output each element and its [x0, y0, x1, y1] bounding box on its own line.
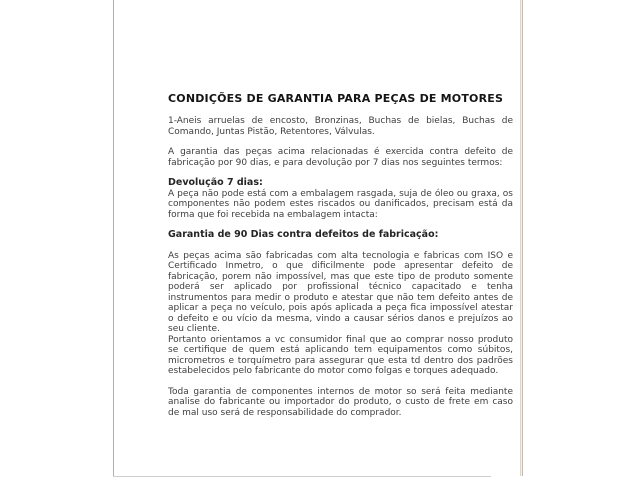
page-right-border — [520, 0, 523, 476]
garantia-90-dias-paragraph-2: Portanto orientamos a vc consumidor final que ao comprar nosso produto se certifique de quem está aplicando tem equipamentos como súbitos, micrometros e torquímetro para assegurar que esta td dentro dos padrões estabelecidos pelo fabricante do motor como folgas e torques adequado. — [168, 334, 513, 376]
parts-list-paragraph: 1-Aneis arruelas de encosto, Bronzinas, Buchas de bielas, Buchas de Comando, Juntas Pistão, Retentores, Válvulas. — [168, 116, 513, 137]
page-left-border — [113, 0, 114, 477]
garantia-90-dias-paragraph-1: As peças acima são fabricadas com alta tecnologia e fabricas com ISO e Certificado Inmetro, o que dificilmente pode apresentar defeito de fabricação, porem não impossível, mas que este tipo de produto somente poderá ser aplicado por profissional técnico capacitado e tenha instrumentos para medir o produto e atestar que não tem defeito antes de aplicar a peça no veículo, pois após aplicada a peça fica impossível atestar o defeito e ou vício da mesma, vindo a causar sérios danos e prejuízos ao seu cliente. — [168, 250, 513, 334]
warranty-document — [168, 92, 513, 428]
final-note-paragraph: Toda garantia de componentes internos de motor so será feita mediante analise do fabricante ou importador do produto, o custo de frete em caso de mal uso será de responsabilidade do comprador. — [168, 386, 513, 418]
garantia-90-dias-heading: Garantia de 90 Dias contra defeitos de fabricação: — [168, 229, 439, 240]
warranty-intro-paragraph: A garantia das peças acima relacionadas é exercida contra defeito de fabricação por 90 dias, e para devolução por 7 dias nos seguintes termos: — [168, 147, 513, 168]
devolucao-heading: Devolução 7 dias: — [168, 177, 263, 188]
devolucao-paragraph: A peça não pode está com a embalagem rasgada, suja de óleo ou graxa, os componentes não podem estes riscados ou danificados, precisam está da forma que foi recebida na embalagem intacta: — [168, 188, 513, 220]
document-title: CONDIÇÕES DE GARANTIA PARA PEÇAS DE MOTORES — [168, 92, 504, 105]
page-bottom-border — [113, 476, 491, 477]
